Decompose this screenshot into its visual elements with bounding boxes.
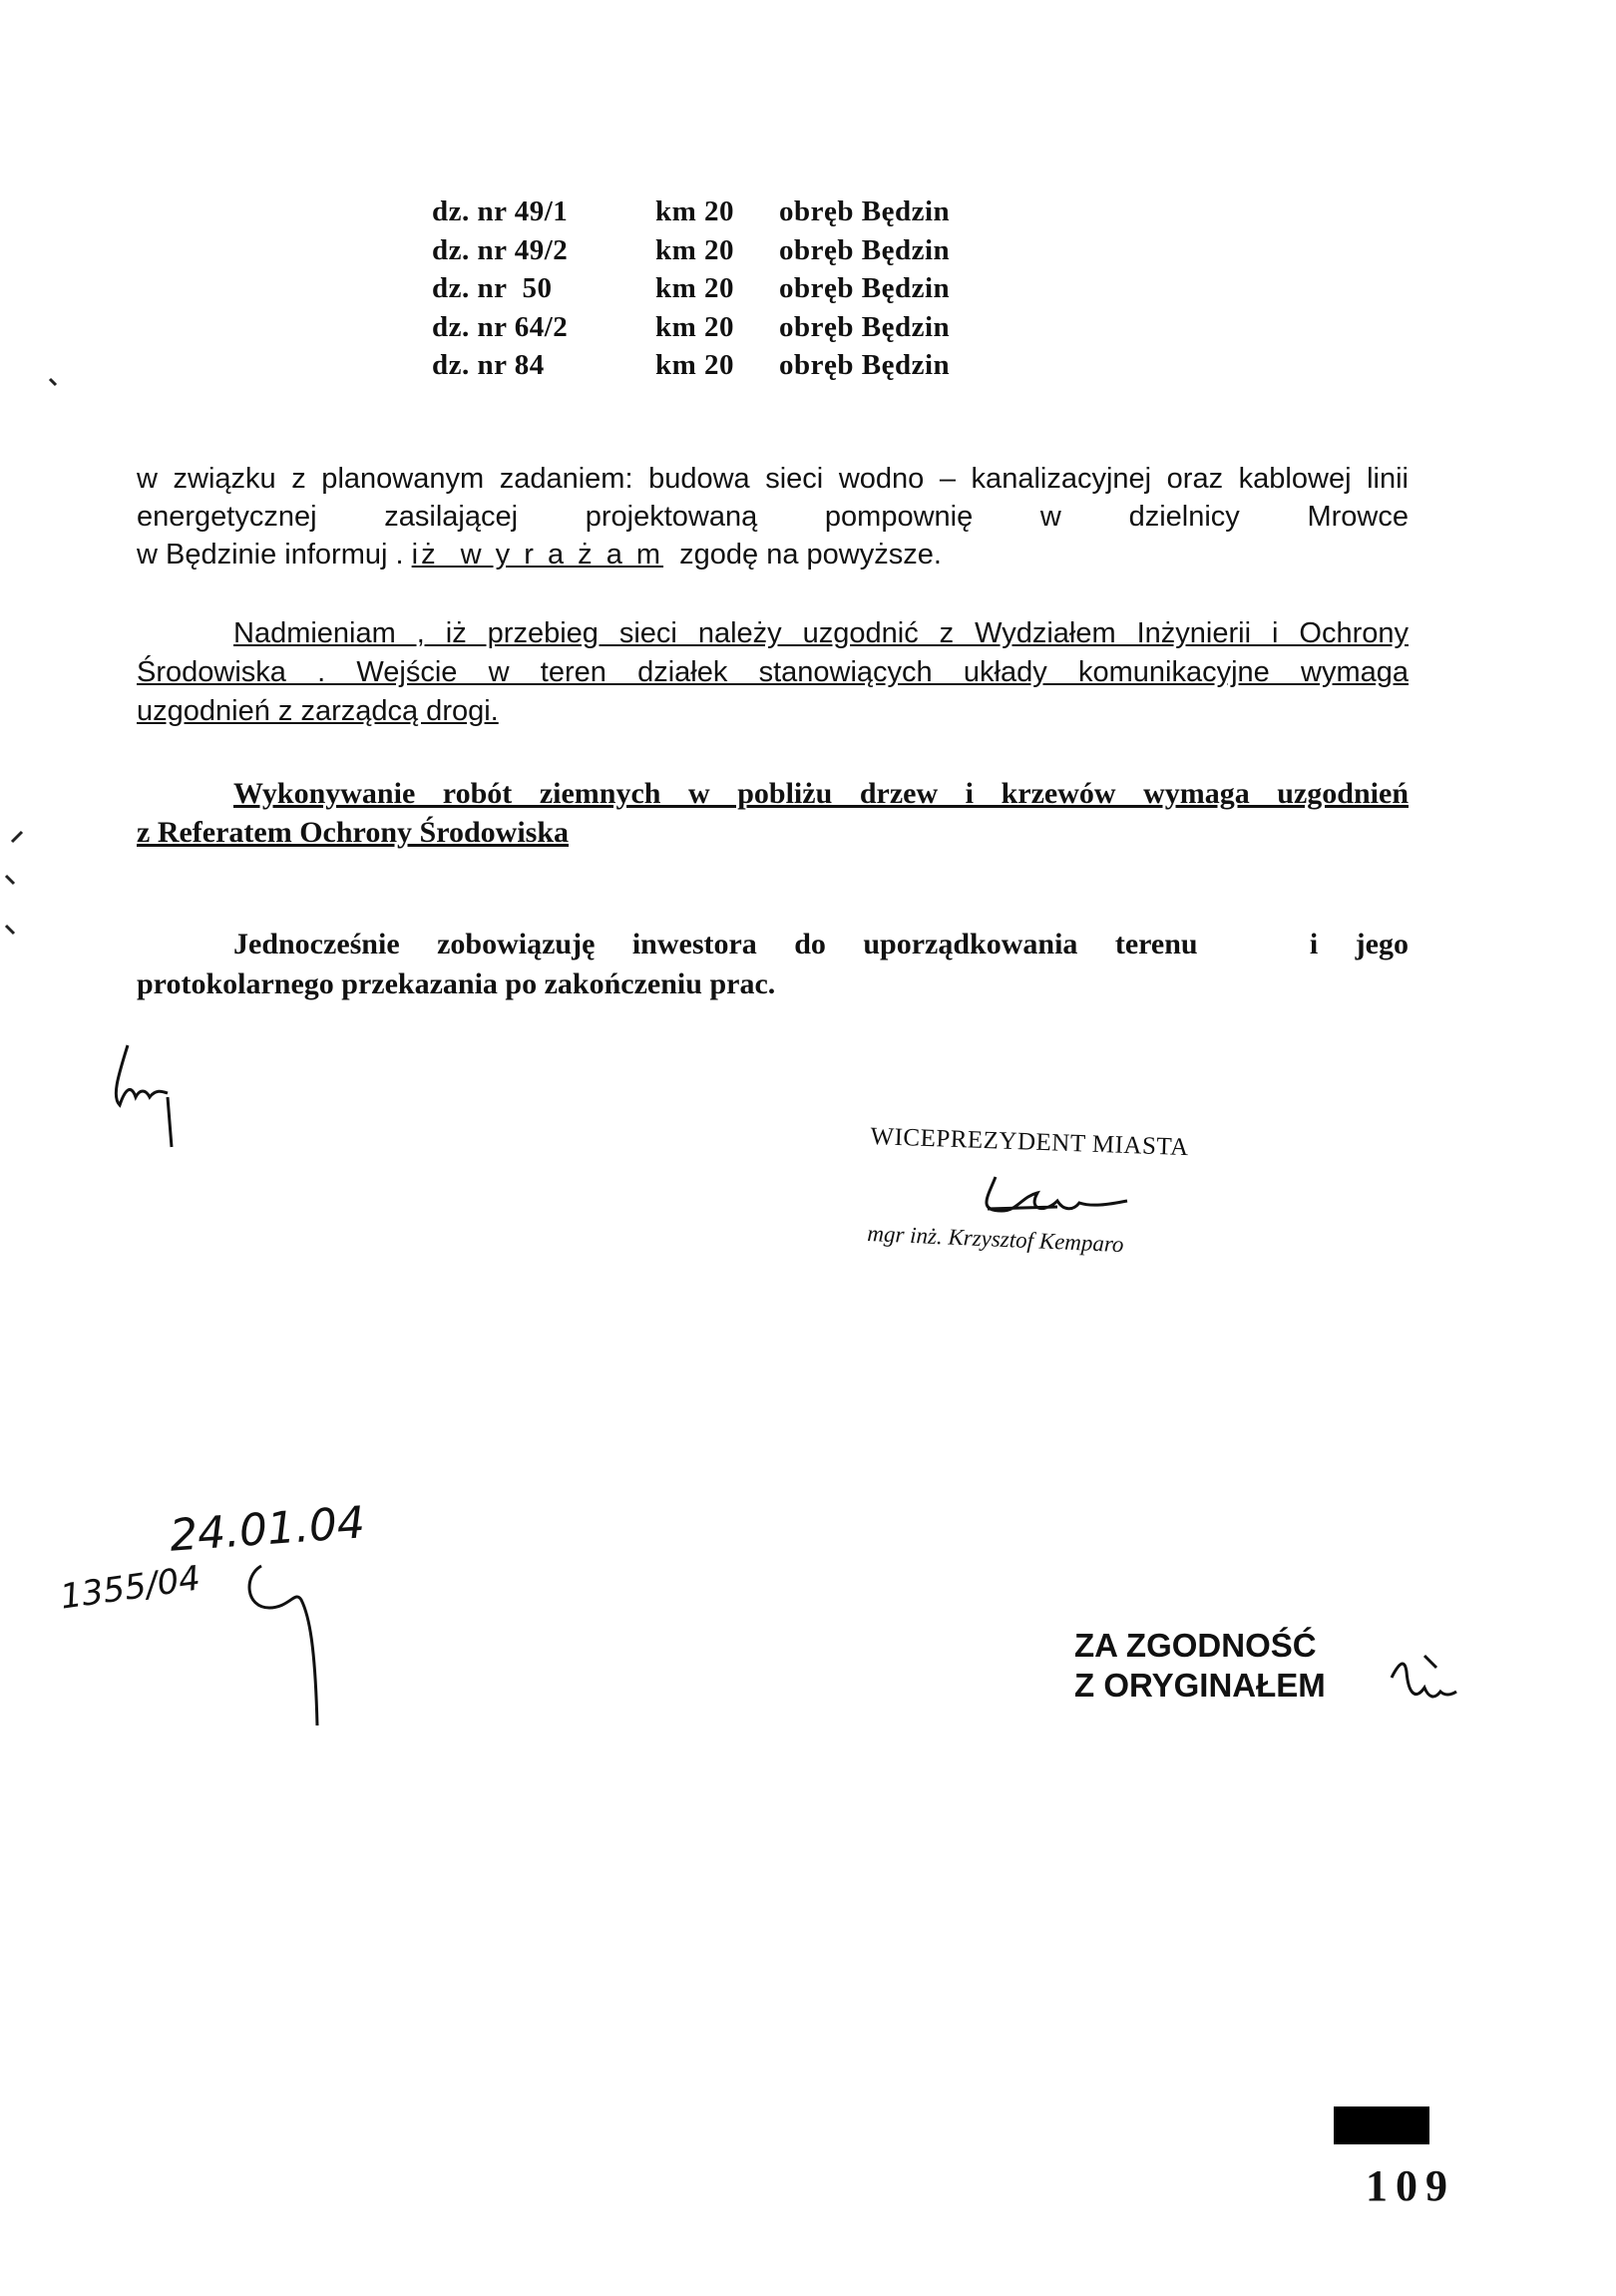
coordination-line-2: Środowiska . Wejście w teren działek stanowiących układy komunikacyjne wymaga [137,656,1409,688]
initials-mark [116,1045,172,1147]
handwritten-date: 24.01.04 [168,1497,367,1562]
parcel-number: dz. nr 50 [432,272,553,304]
certification-line-1: ZA ZGODNOŚĆ [1074,1627,1317,1664]
signature-mark [987,1177,1127,1211]
handwritten-number: 1355/04 [57,1558,203,1618]
parcel-number: dz. nr 84 [432,349,545,381]
signatory-name: mgr inż. Krzysztof Kemparo [866,1221,1125,1258]
parcel-km: km 20 [655,349,735,381]
consent-line-3-end: zgodę na powyższe. [663,539,942,571]
consent-emphasis: iż w y r a ż a m [411,539,664,571]
parcel-obreb: obręb Będzin [779,272,951,304]
obligation-line-2: protokolarnego przekazania po zakończeniu prac. [137,967,776,1000]
parcel-number: dz. nr 64/2 [432,310,569,343]
certification-line-2: Z ORYGINAŁEM [1074,1667,1326,1704]
obligation-line-1: Jednocześnie zobowiązuję inwestora do uporządkowania terenu i jego [233,928,1409,960]
certification-tick [1424,1656,1436,1668]
parcel-km: km 20 [655,310,735,343]
parcel-number: dz. nr 49/1 [432,195,569,227]
earthworks-line-1: Wykonywanie robót ziemnych w pobliżu drzew i krzewów wymaga uzgodnień [233,777,1409,810]
parcel-obreb: obręb Będzin [779,195,951,227]
certification-signature [1392,1664,1456,1697]
parcel-obreb: obręb Będzin [779,310,951,343]
consent-line-3-start: w Będzinie informuj . [137,539,412,571]
parcel-number: dz. nr 49/2 [432,233,569,266]
signatory-title: WICEPREZYDENT MIASTA [870,1123,1190,1162]
paraph-mark [249,1566,317,1725]
earthworks-line-2-text: z Referatem Ochrony Środowiska [137,816,570,849]
parcel-km: km 20 [655,195,735,227]
parcel-km: km 20 [655,233,735,266]
page-number: 109 [1366,2161,1455,2210]
consent-line-2: energetycznej zasilającej projektowaną pompownię w dzielnicy Mrowce [137,501,1409,533]
redaction-bar [1334,2106,1429,2144]
parcel-obreb: obręb Będzin [779,233,951,266]
parcel-km: km 20 [655,272,735,304]
coordination-line-1: Nadmieniam , iż przebieg sieci należy uzgodnić z Wydziałem Inżynierii i Ochrony [233,617,1409,649]
parcel-obreb: obręb Będzin [779,349,951,381]
coordination-line-3-text: uzgodnień z zarządcą drogi. [137,695,499,727]
consent-line-1: w związku z planowanym zadaniem: budowa sieci wodno – kanalizacyjnej oraz kablowej linii [137,463,1409,495]
scan-speck [6,379,56,934]
